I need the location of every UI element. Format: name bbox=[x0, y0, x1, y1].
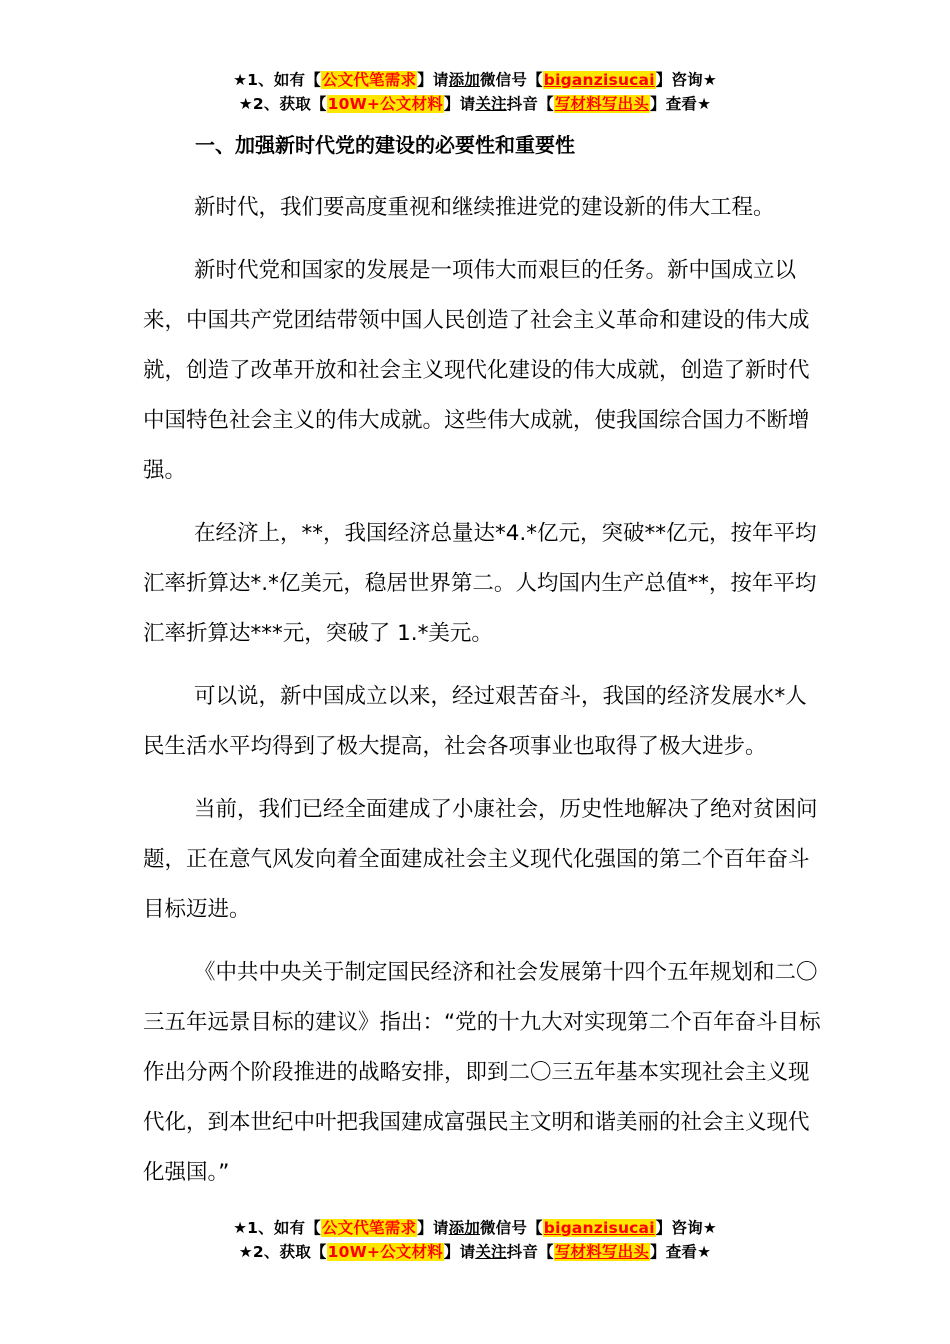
banner-text: 微信号【 bbox=[479, 71, 543, 89]
paragraph: 可以说，新中国成立以来，经过艰苦奋斗，我国的经济发展水*人民生活水平均得到了极大提高，社会各项事业也取得了极大进步。 bbox=[143, 684, 807, 759]
banner-underlined-text: 添加 bbox=[448, 71, 480, 89]
banner-text: ★2、获取【 bbox=[238, 1243, 327, 1261]
banner-text: 】查看★ bbox=[650, 95, 712, 113]
paragraph: 新时代，我们要高度重视和继续推进党的建设新的伟大工程。 bbox=[194, 195, 775, 220]
wechat-id-highlight: biganzisucai bbox=[543, 71, 655, 89]
banner-line-1 bbox=[0, 1216, 950, 1240]
banner-text: 】咨询★ bbox=[655, 71, 717, 89]
section-heading: 一、加强新时代党的建设的必要性和重要性 bbox=[195, 133, 575, 157]
banner-line-1 bbox=[0, 68, 950, 92]
banner-text: 】请 bbox=[443, 1243, 476, 1261]
top-banner bbox=[0, 68, 950, 116]
banner-underlined-text: 添加 bbox=[448, 1219, 480, 1237]
paragraph: 《中共中央关于制定国民经济和社会发展第十四个五年规划和二〇三五年远景目标的建议》指出：“党的十九大对实现第二个百年奋斗目标作出分两个阶段推进的战略安排，即到二〇三五年基本实现社会主义现代化，到本世纪中叶把我国建成富强民主文明和谐美丽的社会主义现代化强国。” bbox=[143, 960, 821, 1185]
body-text bbox=[143, 183, 823, 1198]
banner-highlight: 公文代笔需求 bbox=[321, 71, 417, 89]
banner-text: 】咨询★ bbox=[655, 1219, 717, 1237]
banner-text: 】请 bbox=[443, 95, 476, 113]
banner-underlined-text: 关注 bbox=[475, 95, 507, 113]
banner-text: ★1、如有【 bbox=[233, 71, 321, 89]
banner-text: 抖音【 bbox=[506, 95, 554, 113]
paragraph: 当前，我们已经全面建成了小康社会，历史性地解决了绝对贫困问题，正在意气风发向着全面建成社会主义现代化强国的第二个百年奋斗目标迈进。 bbox=[143, 797, 818, 922]
banner-text: 】请 bbox=[417, 71, 449, 89]
paragraph: 在经济上，**，我国经济总量达*4.*亿元，突破**亿元，按年平均汇率折算达*.*亿美元，稳居世界第二。人均国内生产总值**，按年平均汇率折算达***元，突破了 1.*美元。 bbox=[143, 521, 817, 646]
banner-text: 微信号【 bbox=[479, 1219, 543, 1237]
banner-highlight: 10W+公文材料 bbox=[327, 1243, 443, 1261]
banner-highlight: 公文代笔需求 bbox=[321, 1219, 417, 1237]
banner-text: ★1、如有【 bbox=[233, 1219, 321, 1237]
paragraph: 新时代党和国家的发展是一项伟大而艰巨的任务。新中国成立以来，中国共产党团结带领中国人民创造了社会主义革命和建设的伟大成就，创造了改革开放和社会主义现代化建设的伟大成就，创造了新时代中国特色社会主义的伟大成就。这些伟大成就，使我国综合国力不断增强。 bbox=[143, 258, 810, 483]
douyin-id-highlight: 写材料写出头 bbox=[554, 1243, 650, 1261]
douyin-id-highlight: 写材料写出头 bbox=[554, 95, 650, 113]
banner-underlined-text: 关注 bbox=[475, 1243, 507, 1261]
wechat-id-highlight: biganzisucai bbox=[543, 1219, 655, 1237]
banner-text: ★2、获取【 bbox=[238, 95, 327, 113]
banner-line-2 bbox=[0, 1240, 950, 1264]
banner-highlight: 10W+公文材料 bbox=[327, 95, 443, 113]
banner-text: 抖音【 bbox=[506, 1243, 554, 1261]
banner-text: 】请 bbox=[417, 1219, 449, 1237]
banner-line-2 bbox=[0, 92, 950, 116]
bottom-banner bbox=[0, 1216, 950, 1264]
banner-text: 】查看★ bbox=[650, 1243, 712, 1261]
